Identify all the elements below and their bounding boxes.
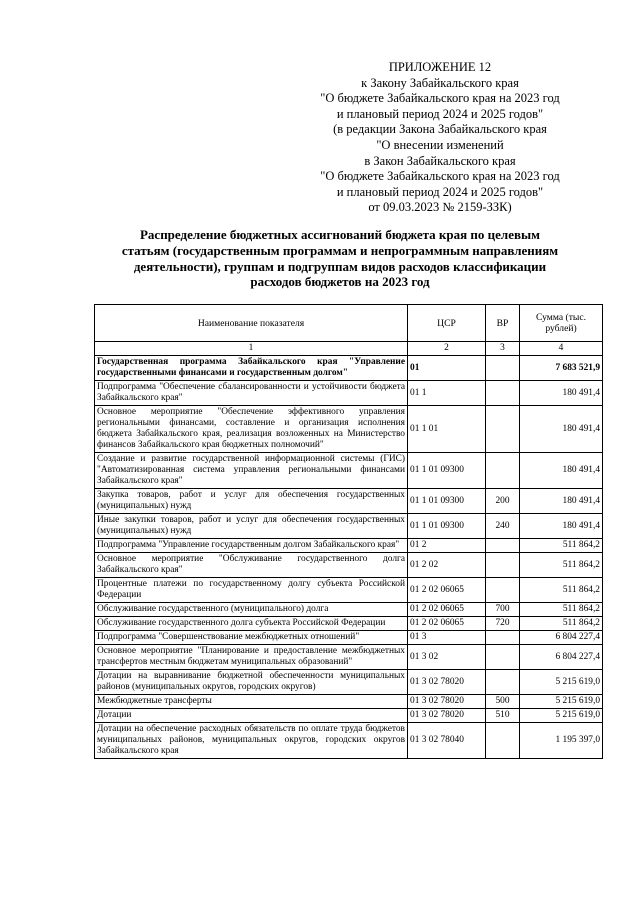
table-row bbox=[95, 709, 603, 723]
title-line: деятельности), группам и подгруппам видов расходов классификации bbox=[133, 258, 547, 274]
row-vr bbox=[486, 631, 520, 645]
row-name: Иные закупки товаров, работ и услуг для обеспечения государственных (муниципальных) нужд bbox=[95, 514, 408, 539]
row-name: Подпрограмма "Совершенствование межбюджетных отношений" bbox=[95, 631, 408, 645]
row-name: Дотации на обеспечение расходных обязательств по оплате труда бюджетов муниципальных районов, муниципальных округов, городских округов Забайкальского края bbox=[95, 723, 408, 759]
appendix-header bbox=[300, 60, 580, 216]
table-row bbox=[95, 670, 603, 695]
row-csr: 01 3 bbox=[408, 631, 486, 645]
table-row bbox=[95, 356, 603, 381]
row-csr: 01 2 02 06065 bbox=[408, 603, 486, 617]
table-row bbox=[95, 553, 603, 578]
table-row bbox=[95, 539, 603, 553]
appendix-line: (в редакции Закона Забайкальского края bbox=[333, 122, 547, 137]
row-name: Подпрограмма "Управление государственным долгом Забайкальского края" bbox=[95, 539, 408, 553]
table-row bbox=[95, 695, 603, 709]
row-csr: 01 2 bbox=[408, 539, 486, 553]
col-number: 1 bbox=[95, 342, 408, 356]
row-sum: 5 215 619,0 bbox=[520, 695, 603, 709]
row-csr: 01 1 01 09300 bbox=[408, 514, 486, 539]
header-sum: Сумма (тыс. рублей) bbox=[520, 305, 603, 342]
row-name: Процентные платежи по государственному долгу субъекта Российской Федерации bbox=[95, 578, 408, 603]
row-name: Государственная программа Забайкальского края "Управление государственными финансами и государственным долгом" bbox=[95, 356, 408, 381]
col-number: 3 bbox=[486, 342, 520, 356]
row-sum: 511 864,2 bbox=[520, 603, 603, 617]
table-row bbox=[95, 489, 603, 514]
appendix-line: к Закону Забайкальского края bbox=[361, 75, 519, 90]
row-csr: 01 3 02 78020 bbox=[408, 670, 486, 695]
appendix-line: ПРИЛОЖЕНИЕ 12 bbox=[388, 60, 492, 74]
document-title bbox=[80, 227, 600, 290]
row-name: Основное мероприятие "Обслуживание государственного долга Забайкальского края" bbox=[95, 553, 408, 578]
table-row bbox=[95, 514, 603, 539]
title-line: статьям (государственным программам и непрограммным направлениям bbox=[121, 242, 559, 258]
row-csr: 01 bbox=[408, 356, 486, 381]
row-name: Межбюджетные трансферты bbox=[95, 695, 408, 709]
row-vr bbox=[486, 723, 520, 759]
row-name: Основное мероприятие "Обеспечение эффективного управления региональными финансами, составление и организация исполнения бюджета Забайкальского края, реализация возложенных на Министерство финансов Забайкальского края бюджетных полномочий" bbox=[95, 406, 408, 453]
row-csr: 01 2 02 06065 bbox=[408, 617, 486, 631]
row-sum: 5 215 619,0 bbox=[520, 670, 603, 695]
table-row bbox=[95, 617, 603, 631]
row-sum: 511 864,2 bbox=[520, 553, 603, 578]
row-vr: 500 bbox=[486, 695, 520, 709]
col-number: 4 bbox=[520, 342, 603, 356]
row-sum: 180 491,4 bbox=[520, 489, 603, 514]
appendix-line: "О бюджете Забайкальского края на 2023 год bbox=[320, 169, 560, 184]
appendix-line: "О внесении изменений bbox=[376, 137, 504, 152]
header-csr: ЦСР bbox=[408, 305, 486, 342]
column-number-row bbox=[95, 342, 603, 356]
row-vr bbox=[486, 670, 520, 695]
table-row bbox=[95, 578, 603, 603]
row-vr bbox=[486, 381, 520, 406]
row-vr bbox=[486, 645, 520, 670]
row-csr: 01 2 02 06065 bbox=[408, 578, 486, 603]
row-vr bbox=[486, 453, 520, 489]
row-vr bbox=[486, 539, 520, 553]
row-name: Дотации bbox=[95, 709, 408, 723]
budget-table bbox=[94, 304, 603, 759]
row-vr bbox=[486, 553, 520, 578]
row-sum: 511 864,2 bbox=[520, 578, 603, 603]
row-sum: 6 804 227,4 bbox=[520, 645, 603, 670]
table-row bbox=[95, 645, 603, 670]
appendix-line: и плановый период 2024 и 2025 годов" bbox=[336, 184, 544, 199]
row-csr: 01 1 01 bbox=[408, 406, 486, 453]
row-vr: 510 bbox=[486, 709, 520, 723]
col-number: 2 bbox=[408, 342, 486, 356]
row-csr: 01 1 bbox=[408, 381, 486, 406]
table-header-row bbox=[95, 305, 603, 342]
row-sum: 180 491,4 bbox=[520, 406, 603, 453]
row-csr: 01 3 02 78020 bbox=[408, 709, 486, 723]
row-vr: 700 bbox=[486, 603, 520, 617]
appendix-line: "О бюджете Забайкальского края на 2023 год bbox=[320, 91, 560, 106]
appendix-line: от 09.03.2023 № 2159-ЗЗК) bbox=[368, 200, 512, 215]
row-sum: 7 683 521,9 bbox=[520, 356, 603, 381]
row-vr: 240 bbox=[486, 514, 520, 539]
table-row bbox=[95, 453, 603, 489]
row-vr: 720 bbox=[486, 617, 520, 631]
row-name: Подпрограмма "Обеспечение сбалансированности и устойчивости бюджета Забайкальского края" bbox=[95, 381, 408, 406]
header-name: Наименование показателя bbox=[95, 305, 408, 342]
row-sum: 1 195 397,0 bbox=[520, 723, 603, 759]
table-row bbox=[95, 406, 603, 453]
row-vr bbox=[486, 356, 520, 381]
row-name: Обслуживание государственного долга субъекта Российской Федерации bbox=[95, 617, 408, 631]
row-sum: 180 491,4 bbox=[520, 514, 603, 539]
row-sum: 180 491,4 bbox=[520, 381, 603, 406]
header-vr: ВР bbox=[486, 305, 520, 342]
table-row bbox=[95, 723, 603, 759]
row-vr bbox=[486, 406, 520, 453]
row-name: Закупка товаров, работ и услуг для обеспечения государственных (муниципальных) нужд bbox=[95, 489, 408, 514]
row-sum: 180 491,4 bbox=[520, 453, 603, 489]
table-row bbox=[95, 381, 603, 406]
row-sum: 511 864,2 bbox=[520, 539, 603, 553]
title-line: расходов бюджетов на 2023 год bbox=[250, 274, 430, 290]
table-row bbox=[95, 631, 603, 645]
row-vr: 200 bbox=[486, 489, 520, 514]
row-csr: 01 3 02 bbox=[408, 645, 486, 670]
row-name: Создание и развитие государственной информационной системы (ГИС) "Автоматизированная система управления региональными финансами Забайкальского края" bbox=[95, 453, 408, 489]
appendix-line: и плановый период 2024 и 2025 годов" bbox=[336, 106, 544, 121]
row-vr bbox=[486, 578, 520, 603]
appendix-line: в Закон Забайкальского края bbox=[364, 153, 516, 168]
row-sum: 511 864,2 bbox=[520, 617, 603, 631]
row-csr: 01 1 01 09300 bbox=[408, 489, 486, 514]
row-name: Обслуживание государственного (муниципального) долга bbox=[95, 603, 408, 617]
table-row bbox=[95, 603, 603, 617]
row-csr: 01 1 01 09300 bbox=[408, 453, 486, 489]
row-csr: 01 3 02 78020 bbox=[408, 695, 486, 709]
title-line: Распределение бюджетных ассигнований бюджета края по целевым bbox=[139, 227, 541, 242]
row-csr: 01 3 02 78040 bbox=[408, 723, 486, 759]
row-name: Дотации на выравнивание бюджетной обеспеченности муниципальных районов (муниципальных округов, городских округов) bbox=[95, 670, 408, 695]
row-sum: 6 804 227,4 bbox=[520, 631, 603, 645]
row-sum: 5 215 619,0 bbox=[520, 709, 603, 723]
row-name: Основное мероприятие "Планирование и предоставление межбюджетных трансфертов местным бюджетам муниципальных образований" bbox=[95, 645, 408, 670]
row-csr: 01 2 02 bbox=[408, 553, 486, 578]
